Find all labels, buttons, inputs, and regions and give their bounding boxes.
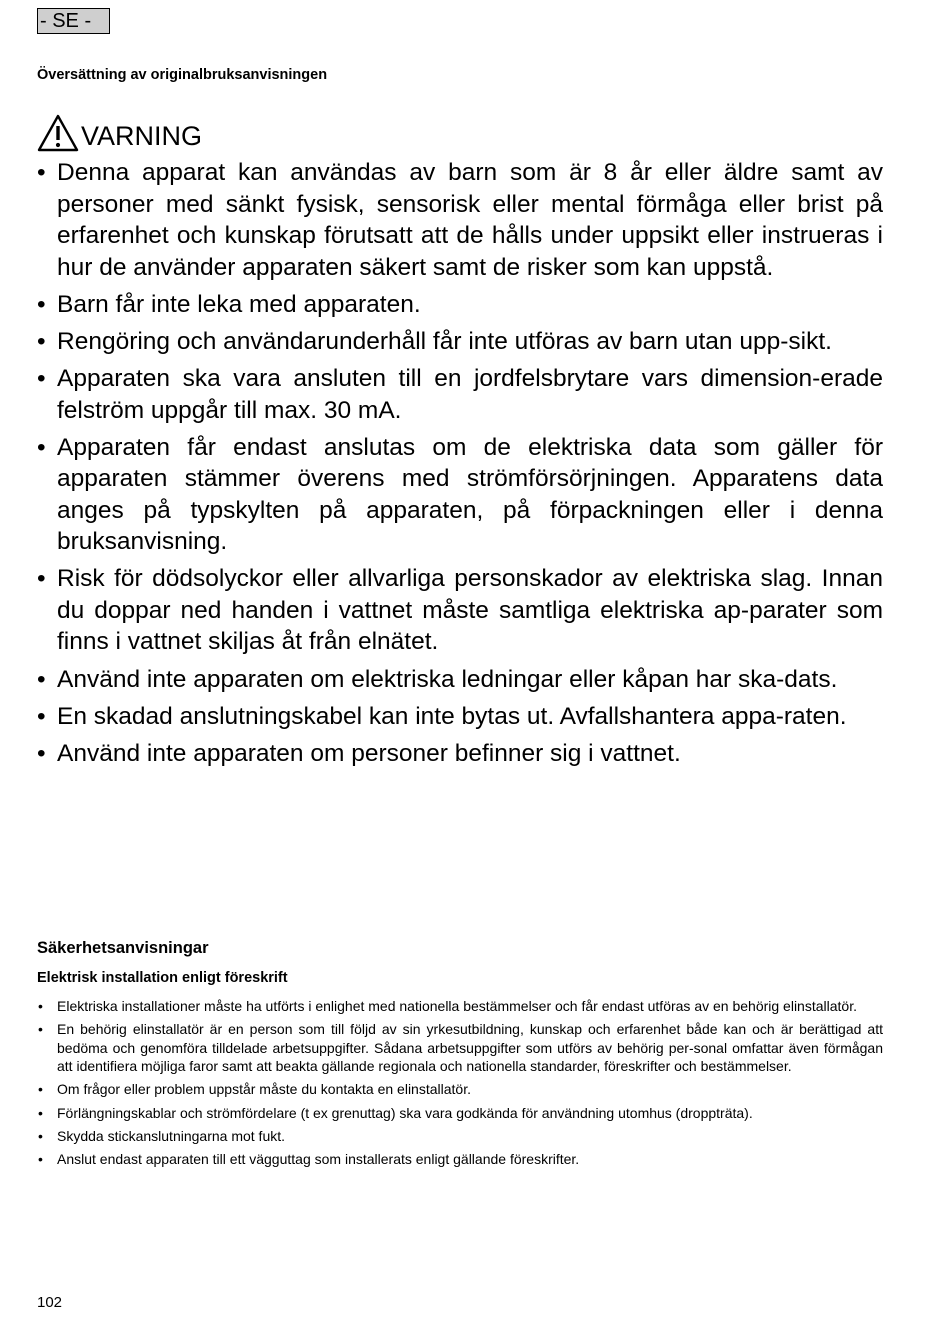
safety-item: • Om frågor eller problem uppstår måste du kontakta en elinstallatör.: [37, 1080, 883, 1098]
safety-list: [37, 997, 883, 1174]
warning-item: • Risk för dödsolyckor eller allvarliga personskador av elektriska slag. Innan du doppar ned handen i vattnet måste samtliga elektriska ap-parater som finns i vattnet skiljas åt från elnätet.: [37, 563, 883, 658]
page-number: 102: [37, 1294, 63, 1311]
warning-item: • Denna apparat kan användas av barn som är 8 år eller äldre samt av personer med sänkt fysisk, sensorisk eller mental förmåga eller brist på erfarenhet och kunskap förutsatt att de hålls under uppsikt eller instrueras i hur de använder apparaten säkert samt de risker som kan uppstå.: [37, 157, 883, 283]
warning-item: • Rengöring och användarunderhåll får inte utföras av barn utan upp-sikt.: [37, 326, 883, 358]
language-tag: - SE -: [37, 8, 110, 34]
warning-item: • En skadad anslutningskabel kan inte bytas ut. Avfallshantera appa-raten.: [37, 701, 883, 733]
warning-list: [37, 157, 883, 775]
safety-item: • En behörig elinstallatör är en person som till följd av sin yrkesutbildning, kunskap och erfarenhet både kan och är berättigad att bedöma och genomföra tilldelade arbetsuppgifter. Sådana arbetsuppgifter som utförs av behörig per-sonal omfattar även förmågan att identifiera möjliga faror samt att beakta gällande regionala och nationella standarder, föreskrifter och bestämmelser.: [37, 1020, 883, 1075]
safety-subsection-title: Elektrisk installation enligt föreskrift: [37, 970, 288, 986]
safety-item: • Elektriska installationer måste ha utförts i enlighet med nationella bestämmelser och får endast utföras av en behörig elinstallatör.: [37, 997, 883, 1015]
warning-item: • Apparaten får endast anslutas om de elektriska data som gäller för apparaten stämmer överens med strömförsörjningen. Apparatens data anges på typskylten på apparaten, på förpackningen eller i denna bruksanvisning.: [37, 432, 883, 558]
warning-title: VARNING: [81, 121, 203, 151]
safety-item: • Förlängningskablar och strömfördelare (t ex grenuttag) ska vara godkända för användning utomhus (droppträta).: [37, 1104, 883, 1122]
warning-item: • Använd inte apparaten om personer befinner sig i vattnet.: [37, 738, 883, 770]
warning-item: • Apparaten ska vara ansluten till en jordfelsbrytare vars dimension-erade felström uppgår till max. 30 mA.: [37, 363, 883, 426]
safety-item: • Skydda stickanslutningarna mot fukt.: [37, 1127, 883, 1145]
warning-heading: [37, 108, 202, 152]
document-subtitle: Översättning av originalbruksanvisningen: [37, 67, 328, 83]
warning-item: • Använd inte apparaten om elektriska ledningar eller kåpan har ska-dats.: [37, 664, 883, 696]
safety-section-title: Säkerhetsanvisningar: [37, 939, 209, 957]
warning-triangle-icon: [37, 114, 79, 152]
safety-item: • Anslut endast apparaten till ett vägguttag som installerats enligt gällande föreskrifter.: [37, 1150, 883, 1168]
warning-item: • Barn får inte leka med apparaten.: [37, 289, 883, 321]
